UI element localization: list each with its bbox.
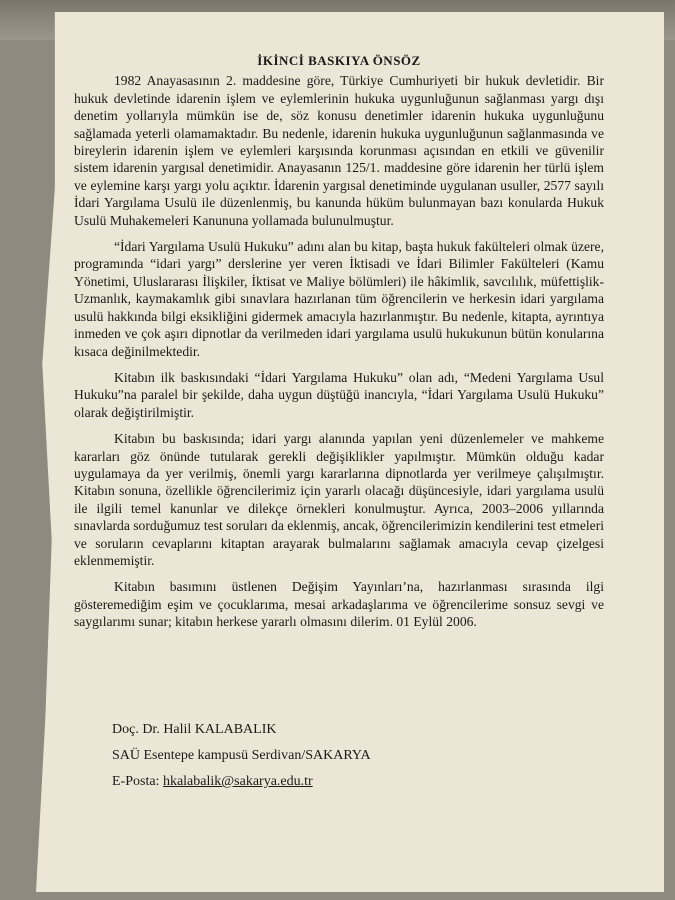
email-line	[112, 774, 371, 790]
email-label: E-Posta:	[112, 774, 160, 789]
paragraph-3: Kitabın ilk baskısındaki “İdari Yargılama Hukuku” olan adı, “Medeni Yargılama Usul Hukuku”na paralel bir şekilde, daha uygun düştüğü inancıyla, “İdari Yargılama Usulü Hukuku” olarak değiştirilmiştir.	[74, 369, 604, 420]
author-address: SAÜ Esentepe kampusü Serdivan/SAKARYA	[112, 748, 371, 763]
signature-block	[112, 722, 371, 800]
author-name: Doç. Dr. Halil KALABALIK	[112, 722, 277, 737]
paragraph-2: “İdari Yargılama Usulü Hukuku” adını alan bu kitap, başta hukuk fakülteleri olmak üzere, programında “idari yargı” derslerine yer veren İktisadi ve İdari Bilimler Fakülteleri (Kamu Yönetimi, Uluslararası İlişkiler, İktisat ve Maliye bölümleri) ile hâkimlik, savcılılık, müfettişlik-Uzmanlık, kaymakamlık gibi sınavlara hazırlanan tüm öğrencilerin ve herkesin idari yargılama usulü hakkında bilgi eksikliğini gidermek amacıyla hazırlanmıştır. Bu nedenle, kitapta, ayrıntıya inmeden ve çok aşırı dipnotlar da verilmeden idari yargılama usulü hukukunun bütün konularına kısaca değinilmektedir.	[74, 239, 604, 359]
page-title: İKİNCİ BASKIYA ÖNSÖZ	[257, 53, 421, 68]
paragraph-1: 1982 Anayasasının 2. maddesine göre, Türkiye Cumhuriyeti bir hukuk devletidir. Bir hukuk devletinde idarenin işlem ve eylemlerinin hukuka uygunluğunun sağlanması yargı dışı denetim yollarıyla mümkün ise de, söz konusu denetimler idarenin hukuka uygunluğunu sağlamada yeterli olamamaktadır. Bu nedenle, idarenin hukuka uygunluğunun sağlanmasında ve bireylerin idarenin işlem ve eylemleri karşısında korunması açısından en etkili ve güvenilir sistem idarenin yargısal denetimidir. Anayasanın 125/1. maddesine göre idarenin her türlü işlem ve eylemine karşı yargı yolu açıktır. İdarenin yargısal denetiminde uygulanan usuller, 2577 sayılı İdari Yargılama Usulü ile düzenlenmiş, bu kanunda hüküm bulunmayan bazı konularda Hukuk Usulü Muhakemeleri Kanununa yollamada bulunulmuştur.	[74, 73, 604, 228]
email-link[interactable]: hkalabalik@sakarya.edu.tr	[162, 774, 313, 789]
paragraph-5: Kitabın basımını üstlenen Değişim Yayınları’na, hazırlanması sırasında ilgi gösteremediğim eşim ve çocuklarıma, mesai arkadaşlarıma ve öğrencilerime sonsuz sevgi ve saygılarımı sunar; kitabın herkese yararlı olmasını dilerim. 01 Eylül 2006.	[74, 579, 604, 630]
paragraph-4: Kitabın bu baskısında; idari yargı alanında yapılan yeni düzenlemeler ve mahkeme kararları göz önünde tutularak gerekli değişiklikler yapılmıştır. Mümkün olduğu kadar uygulamaya da yer verilmiş, önemli yargı kararlarına dipnotlarda yer verilmeye çalışılmıştır. Kitabın sonuna, özellikle öğrencilerimiz için yararlı olacağı düşüncesiyle, idari yargılama usulü ile ilgili temel kanunlar ve dilekçe örnekleri konulmuştur. Ayrıca, 2003–2006 yıllarında sınavlarda sorduğumuz test soruları da eklenmiş, ancak, öğrencilerimizin kendilerini test etmeleri ve soruların cevaplarını kitaptan arayarak bulmalarını sağlamak amacıyla cevap çizelgesi eklenmemiştir.	[74, 431, 604, 568]
preface-text	[74, 52, 604, 640]
